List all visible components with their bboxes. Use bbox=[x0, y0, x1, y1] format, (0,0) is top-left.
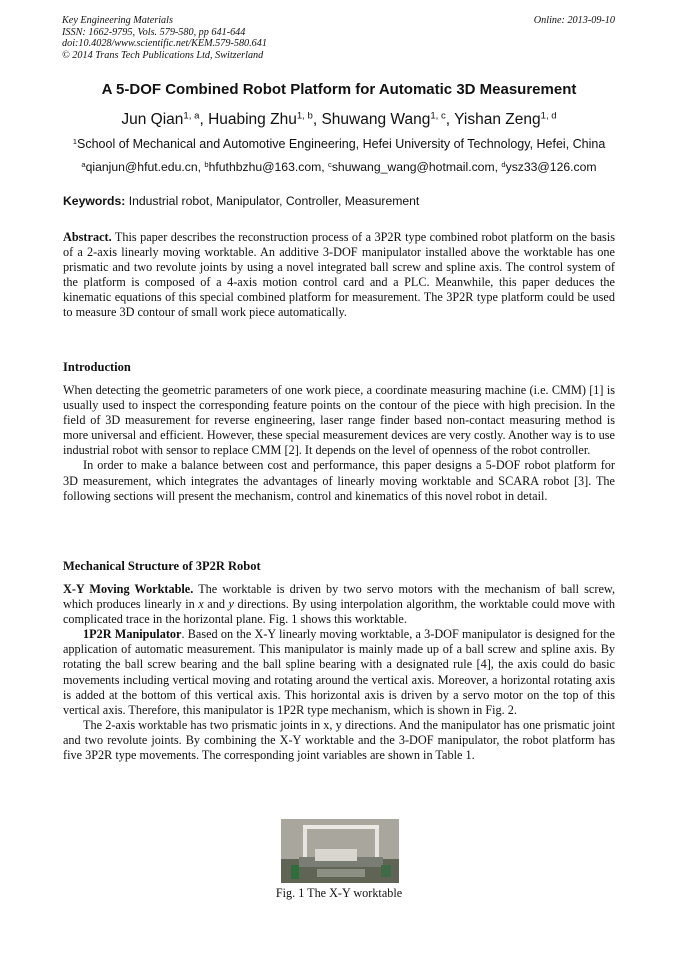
manipulator-label: 1P2R Manipulator bbox=[83, 627, 182, 642]
copyright-line: © 2014 Trans Tech Publications Ltd, Switzerland bbox=[62, 49, 264, 61]
paragraph: In order to make a balance between cost and performance, this paper designs a 5-DOF robot platform for 3D measurement, which integrates the advantages of linearly moving worktable and SCARA robot [3]. The following sections will present the mechanism, control and kinematics of this novel robot in detail. bbox=[63, 458, 615, 503]
paragraph: When detecting the geometric parameters of one work piece, a coordinate measuring machine (i.e. CMM) [1] is usually used to inspect the corresponding feature points on the contour of the piece with high precision. In the field of 3D measurement for reverse engineering, laser range finder based non-contact measuring method is more universal and efficient. However, these special measurement devices are very costly. Another way is to use industrial robot with sensor to replace CMM [2]. It depends on the level of openness of the robot controller. bbox=[63, 383, 615, 458]
figure-caption: Fig. 1 The X-Y worktable bbox=[275, 886, 403, 900]
xy-label: X-Y Moving Worktable. bbox=[63, 582, 194, 596]
keywords-label: Keywords: bbox=[63, 194, 126, 208]
author-list: Jun Qian$^{1, a}$, Huabing Zhu$^{1, b}$, Shuwang Wang$^{1, c}$, Yishan Zeng$^{1, d}$ bbox=[121, 110, 557, 128]
intro-heading: Introduction bbox=[63, 360, 131, 374]
journal-meta bbox=[62, 15, 267, 61]
author-sup: 1, b bbox=[296, 110, 313, 122]
author-name: Shuwang Wang bbox=[321, 111, 431, 128]
paragraph: The 2-axis worktable has two prismatic joints in x, y directions. And the manipulator has one prismatic joint and two revolute joints. By combining the X-Y worktable and the 3-DOF manipulator, the robot platform has five 3P2R type movements. The corresponding joint variables are shown in Table 1. bbox=[63, 717, 615, 763]
author-name: Yishan Zeng bbox=[454, 111, 541, 128]
journal-name: Key Engineering Materials bbox=[62, 15, 173, 26]
worktable-photo-art bbox=[281, 819, 399, 883]
abstract bbox=[63, 230, 615, 321]
author-name: Jun Qian bbox=[121, 111, 184, 128]
author-sup: 1, d bbox=[540, 110, 557, 122]
online-date: Online: 2013-09-10 bbox=[533, 15, 615, 26]
doi-line: doi:10.4028/www.scientific.net/KEM.579-580.641 bbox=[62, 38, 267, 49]
keywords-text: Industrial robot, Manipulator, Controller, Measurement bbox=[128, 194, 420, 208]
abstract-label: Abstract. bbox=[63, 230, 112, 244]
paragraph: 1P2R Manipulator. Based on the X-Y linearly moving worktable, a 3-DOF manipulator is designed for the application of automatic measurement. This manipulator is mainly made up of a ball screw and spline axis. By rotating the ball screw bearing and the ball spline bearing with a designated rule [4], the axis could do basic movements including vertical moving and rotating around the vertical axis. Moreover, a horizontal rotating axis is added at the bottom of this vertical axis. This horizontal axis is driven by a servo motor on the top of this vertical axis. Therefore, this manipulator is 1P2R type mechanism, which is shown in Fig. 2. bbox=[63, 627, 615, 717]
author-sup: 1, a bbox=[183, 110, 200, 122]
affiliation: $^1$School of Mechanical and Automotive Engineering, Hefei University of Technology, Hefei, China bbox=[72, 136, 606, 151]
issn-line: ISSN: 1662-9795, Vols. 579-580, pp 641-644 bbox=[62, 26, 246, 38]
abstract-text: This paper describes the reconstruction process of a 3P2R type combined robot platform on the basis of a 2-axis linearly moving worktable. An additive 3-DOF manipulator installed above the worktable has one prismatic and two revolute joints by using a novel integrated ball screw and spline axis. The control system of the platform is composed of a 4-axis motion control card and a PLC. Meanwhile, this paper deduces the kinematic equations of this special combined platform for measurement. The 3P2R type platform could be used to measure 3D contour of small work piece automatically. bbox=[63, 230, 615, 320]
email-link[interactable]: shuwang_wang@hotmail.com bbox=[331, 160, 495, 174]
author-sup: 1, c bbox=[430, 110, 446, 122]
email-link[interactable]: ysz33@126.com bbox=[505, 160, 597, 174]
paragraph: X-Y Moving Worktable. The worktable is driven by two servo motors with the mechanism of ball screw, which produces linearly in x and y directions. By using interpolation algorithm, the worktable could move with complicated trace in the horizontal plane. Fig. 1 shows this worktable. bbox=[63, 582, 616, 627]
email-link[interactable]: hfuthbzhu@163.com bbox=[208, 160, 322, 174]
keywords bbox=[63, 194, 419, 208]
mech-heading: Mechanical Structure of 3P2R Robot bbox=[63, 559, 261, 573]
email-list: $^a$qianjun@hfut.edu.cn, $^b$hfuthbzhu@163.com, $^c$shuwang_wang@hotmail.com, $^d$ysz33@126.com bbox=[81, 159, 597, 174]
intro-section bbox=[63, 383, 615, 504]
worktable-photo bbox=[281, 819, 399, 883]
mech-section bbox=[63, 582, 615, 763]
paper-title: A 5-DOF Combined Robot Platform for Automatic 3D Measurement bbox=[101, 81, 577, 98]
email-link[interactable]: qianjun@hfut.edu.cn bbox=[85, 160, 198, 174]
author-name: Huabing Zhu bbox=[208, 111, 297, 128]
